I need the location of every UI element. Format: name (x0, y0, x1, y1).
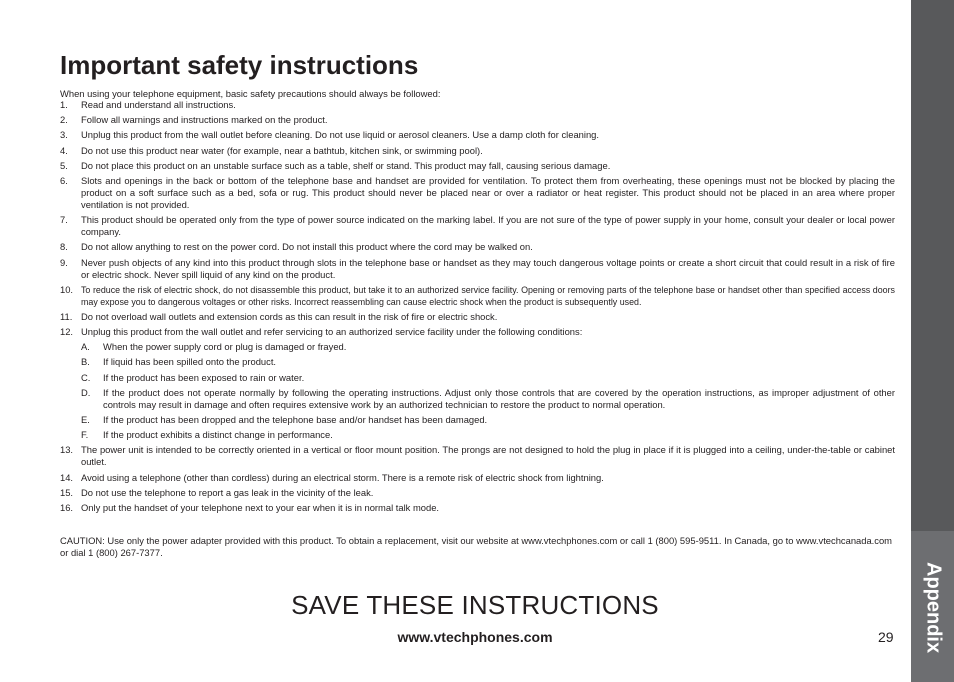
instruction-list (60, 99, 895, 517)
item-text: Only put the handset of your telephone next to your ear when it is in normal talk mode. (81, 501, 440, 513)
item-number: 9. (60, 256, 68, 268)
item-text: Unplug this product from the wall outlet and refer servicing to an authorized service facility under the following conditions: (81, 326, 583, 338)
sub-letter: F. (81, 429, 89, 441)
item-text: Read and understand all instructions. (81, 99, 236, 110)
sublist-item (81, 341, 895, 353)
intro-text: When using your telephone equipment, basic safety precautions should always be followed: (60, 88, 441, 99)
list-item (60, 502, 895, 514)
item-number: 13. (60, 444, 74, 456)
item-text: Slots and openings in the back or bottom of the telephone base and handset are provided for ventilation. To protect them from overheating, these openings must not be blocked by placing the product on a soft surface such as a bed, sofa or rug. This product should never be placed near or over a radiator or heat register. This product should not be placed in an area where proper ventilation is not provided. (81, 174, 895, 210)
list-item (60, 241, 895, 253)
item-number: 4. (60, 144, 68, 156)
sub-text: If the product has been exposed to rain or water. (103, 371, 305, 383)
sub-text: If the product has been dropped and the telephone base and/or handset has been damaged. (103, 414, 488, 425)
item-number: 15. (60, 486, 74, 498)
list-item (60, 129, 895, 141)
item-text: The power unit is intended to be correctly oriented in a vertical or floor mount position. The prongs are not designed to hold the plug in place if it is plugged into a ceiling, under-the-table or cabinet outlet. (81, 444, 895, 468)
list-item (60, 145, 895, 157)
page-title: Important safety instructions (60, 50, 419, 80)
side-tab-label: Appendix (922, 562, 945, 654)
item-number: 5. (60, 159, 68, 171)
sublist-item (81, 429, 895, 441)
sublist-item (81, 414, 895, 426)
list-item (60, 284, 895, 308)
item-number: 12. (60, 326, 74, 338)
caution-text: CAUTION: Use only the power adapter provided with this product. To obtain a replacement, visit our website at www.vtechphones.com or call 1 (800) 595-9511. In Canada, go to www.vtechcanada.com or dial 1 (800) 267-7377. (60, 535, 892, 558)
item-text: Do not allow anything to rest on the power cord. Do not install this product where the cord may be walked on. (81, 241, 533, 253)
sub-text: If the product does not operate normally by following the operating instructions. Adjust only those controls that are covered by the operation instructions, as improper adjustment of other controls may result in damage and often requires extensive work by an authorized technician to restore the product to normal operation. (103, 386, 895, 410)
sub-text: When the power supply cord or plug is damaged or frayed. (103, 341, 347, 353)
list-item (60, 257, 895, 281)
item-body (81, 326, 895, 441)
list-item (60, 487, 895, 499)
list-item (60, 175, 895, 211)
item-text: Unplug this product from the wall outlet before cleaning. Do not use liquid or aerosol cleaners. Use a damp cloth for cleaning. (81, 129, 599, 141)
item-number: 16. (60, 501, 74, 513)
list-item (60, 114, 895, 126)
sub-text: If the product exhibits a distinct change in performance. (103, 429, 333, 441)
list-item (60, 160, 895, 172)
item-text: To reduce the risk of electric shock, do not disassemble this product, but take it to an authorized service facility. Opening or removing parts of the telephone base or handset other than specified access doors may expose you to dangerous voltages or other risks. Incorrect reassembling can cause electric shock when the product is subsequently used. (81, 284, 895, 307)
sub-letter: E. (81, 414, 90, 425)
item-text: Avoid using a telephone (other than cordless) during an electrical storm. There is a remote risk of electric shock from lightning. (81, 471, 604, 483)
sublist-item (81, 356, 895, 368)
list-item (60, 444, 895, 468)
item-text: Do not place this product on an unstable surface such as a table, shelf or stand. This product may fall, causing serious damage. (81, 159, 611, 171)
item-number: 2. (60, 114, 68, 126)
sub-letter: C. (81, 371, 91, 383)
list-item (60, 214, 895, 238)
sublist-item (81, 372, 895, 384)
list-item (60, 311, 895, 323)
sub-letter: A. (81, 341, 90, 353)
item-number: 10. (60, 283, 74, 295)
item-number: 11. (60, 310, 73, 322)
sub-letter: B. (81, 356, 90, 368)
list-item (60, 326, 895, 441)
list-item (60, 472, 895, 484)
item-text: Do not overload wall outlets and extension cords as this can result in the risk of fire or electric shock. (81, 310, 498, 322)
item-text: Never push objects of any kind into this product through slots in the telephone base or handset as they may touch dangerous voltage points or create a short circuit that could result in a risk of fire or electric shock. Never spill liquid of any kind on the product. (81, 256, 895, 280)
item-number: 1. (60, 99, 68, 110)
item-text: This product should be operated only from the type of power source indicated on the marking label. If you are not sure of the type of power supply in your home, consult your dealer or local power company. (81, 214, 895, 238)
item-number: 14. (60, 471, 74, 483)
sub-text: If liquid has been spilled onto the product. (103, 356, 277, 368)
item-text: Follow all warnings and instructions marked on the product. (81, 114, 328, 126)
item-number: 6. (60, 174, 68, 186)
item-text: Do not use the telephone to report a gas leak in the vicinity of the leak. (81, 486, 374, 498)
list-item (60, 99, 895, 111)
sub-letter: D. (81, 386, 91, 398)
item-number: 3. (60, 129, 68, 141)
page-number: 29 (878, 629, 894, 645)
condition-sublist (81, 341, 895, 441)
item-text: Do not use this product near water (for example, near a bathtub, kitchen sink, or swimming pool). (81, 144, 483, 156)
item-number: 8. (60, 241, 68, 253)
website-footer: www.vtechphones.com (397, 629, 553, 645)
item-number: 7. (60, 214, 68, 226)
save-instructions-heading: SAVE THESE INSTRUCTIONS (291, 590, 659, 620)
sublist-item (81, 387, 895, 411)
